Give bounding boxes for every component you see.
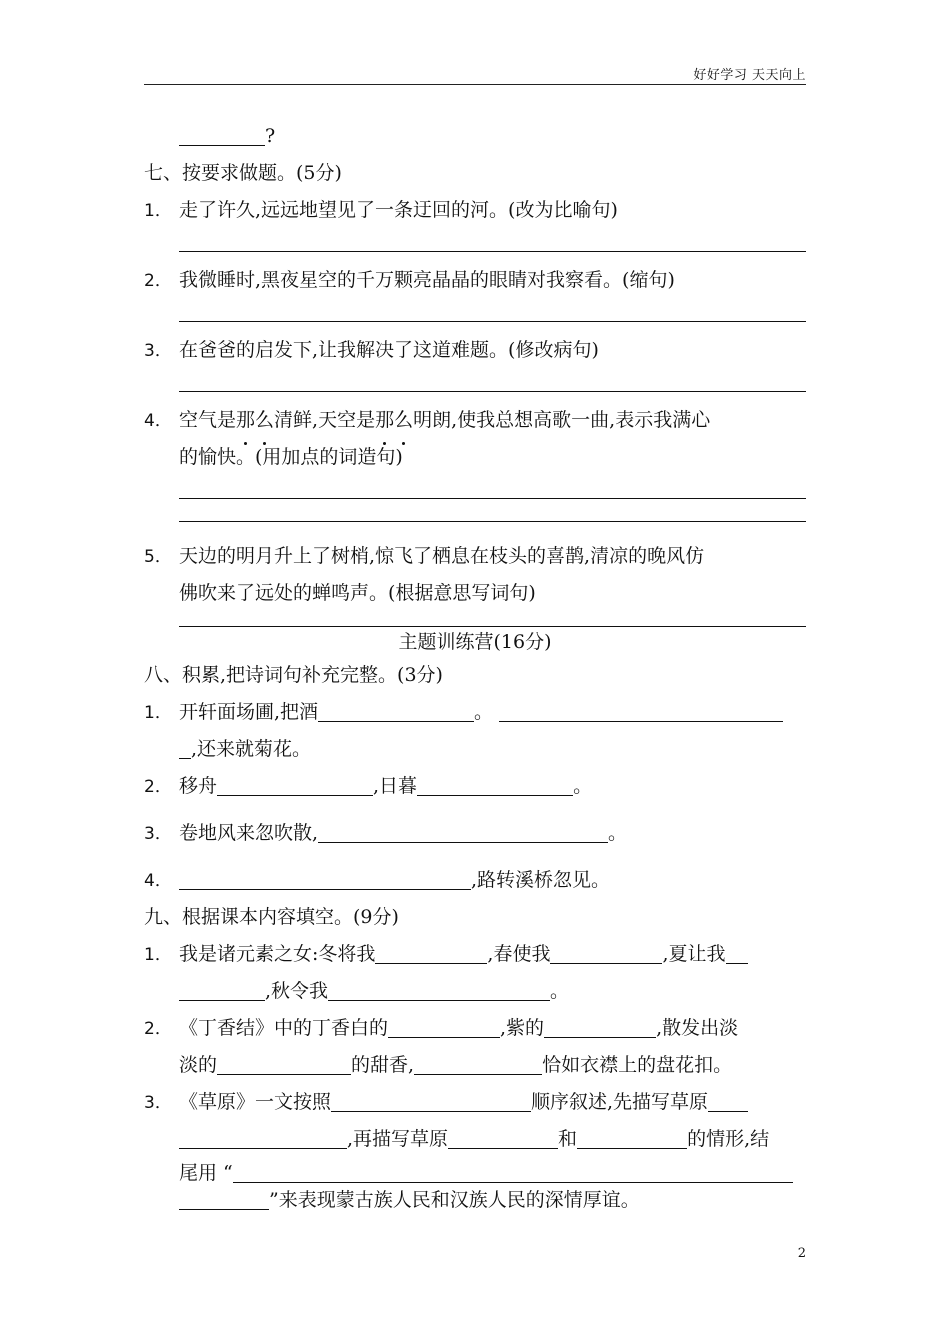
s7-question-3: [144, 332, 806, 369]
header-rule: [144, 84, 806, 85]
question-number: 5．: [144, 547, 172, 567]
answer-blank[interactable]: [448, 1126, 558, 1149]
worksheet-content: [144, 118, 806, 1219]
answer-line[interactable]: [179, 499, 806, 522]
s8-question-1: [144, 694, 806, 731]
section-7-title: 七、按要求做题。(5分): [144, 162, 342, 184]
answer-blank[interactable]: [331, 1089, 531, 1112]
question-number: 1．: [144, 703, 172, 723]
answer-blank[interactable]: [318, 820, 608, 843]
s8-question-3: [144, 815, 806, 852]
question-text: 淡的: [179, 1054, 218, 1076]
answer-blank[interactable]: [217, 773, 373, 796]
s7-question-1: [144, 192, 806, 229]
s9-question-1-line-2: [144, 973, 806, 1010]
question-text-line-2: 佛吹来了远处的蝉鸣声。(根据意思写词句): [179, 582, 536, 604]
question-text: 移舟: [179, 775, 218, 797]
question-text: 走了许久,远远地望见了一条迂回的河。(改为比喻句): [179, 199, 618, 221]
question-text: 天边的明月升上了树梢,惊飞了栖息在枝头的喜鹊,清凉的晚风仿: [179, 545, 705, 567]
question-text-line-2: 的愉快。(用加点的词造句): [179, 446, 403, 468]
question-text: 的情形,结: [687, 1128, 770, 1150]
question-text: 空气是: [179, 409, 237, 431]
question-text: 。: [608, 822, 628, 844]
question-text: 的甜香,: [351, 1054, 415, 1076]
top-fragment: [144, 118, 806, 155]
question-text: 明朗,使我总想高歌一曲,表示我满心: [413, 409, 711, 431]
answer-blank[interactable]: [328, 978, 550, 1001]
question-number: 2．: [144, 1019, 172, 1039]
question-number: 3．: [144, 341, 172, 361]
question-text: ,散发出淡: [656, 1017, 739, 1039]
page-number: 2: [797, 1246, 806, 1261]
s7-question-5: [144, 538, 806, 575]
question-text: ,还来就菊花。: [191, 738, 312, 760]
answer-line[interactable]: [179, 369, 806, 392]
answer-blank[interactable]: [179, 1187, 269, 1210]
question-text: 。: [550, 980, 570, 1002]
question-number: 3．: [144, 1093, 172, 1113]
question-text: 清鲜,天空是: [274, 409, 376, 431]
question-number: 1．: [144, 201, 172, 221]
question-number: 3．: [144, 824, 172, 844]
question-text: 和: [558, 1128, 578, 1150]
question-text: 我是诸元素之女:冬将我: [179, 943, 376, 965]
section-9-title: 九、根据课本内容填空。(9分): [144, 906, 399, 928]
section-8-title: 八、积累,把诗词句补充完整。(3分): [144, 664, 443, 686]
answer-blank[interactable]: [577, 1126, 687, 1149]
theme-title: 主题训练营(16分): [398, 631, 552, 653]
question-text: 尾用 “: [179, 1162, 233, 1184]
s9-question-3-line-2: [144, 1121, 806, 1158]
s9-question-1: [144, 936, 806, 973]
answer-blank[interactable]: [179, 867, 471, 890]
answer-line[interactable]: [179, 229, 806, 252]
answer-line[interactable]: [179, 476, 806, 499]
question-text: ,日暮: [373, 775, 418, 797]
s9-question-2: [144, 1010, 806, 1047]
question-text: 恰如衣襟上的盘花扣。: [542, 1054, 733, 1076]
dotted-char: 么: [255, 402, 274, 439]
question-text: ,路转溪桥忽见。: [471, 869, 611, 891]
s8-question-1-line-2: [144, 731, 806, 768]
answer-blank[interactable]: [179, 978, 265, 1001]
s7-question-4: [144, 402, 806, 439]
question-text: 《草原》一文按照: [179, 1091, 332, 1113]
question-text: 。: [474, 701, 494, 723]
header-text: 好好学习 天天向上: [693, 68, 806, 83]
question-number: 1．: [144, 945, 172, 965]
s9-question-3-line-3: [144, 1158, 806, 1182]
s8-question-4: [144, 862, 806, 899]
answer-line[interactable]: [179, 299, 806, 322]
question-text: ,春使我: [487, 943, 551, 965]
question-number: 2．: [144, 271, 172, 291]
question-text: 顺序叙述,先描写草原: [531, 1091, 709, 1113]
question-text: ,秋令我: [265, 980, 329, 1002]
question-text: 开轩面场圃,把酒: [179, 701, 319, 723]
answer-line[interactable]: [179, 612, 806, 627]
top-fragment-text: ?: [265, 125, 276, 147]
s9-question-2-line-2: [144, 1047, 806, 1084]
answer-blank[interactable]: [414, 1052, 542, 1075]
question-text: ,紫的: [500, 1017, 545, 1039]
s7-question-2: [144, 262, 806, 299]
answer-blank[interactable]: [550, 941, 662, 964]
s8-question-2: [144, 768, 806, 805]
dotted-char: 那: [375, 402, 394, 439]
question-text: 在爸爸的启发下,让我解决了这道难题。(修改病句): [179, 339, 599, 361]
answer-blank[interactable]: [179, 1126, 347, 1149]
question-text: 。: [573, 775, 593, 797]
question-text: ,再描写草原: [347, 1128, 449, 1150]
question-text: 《丁香结》中的丁香白的: [179, 1017, 389, 1039]
answer-blank[interactable]: [499, 699, 783, 722]
answer-blank[interactable]: [417, 773, 573, 796]
answer-blank[interactable]: [375, 941, 487, 964]
dotted-char: 么: [394, 402, 413, 439]
s9-question-3: [144, 1084, 806, 1121]
answer-blank[interactable]: [217, 1052, 351, 1075]
answer-blank[interactable]: [708, 1089, 748, 1112]
answer-blank[interactable]: [318, 699, 474, 722]
dotted-char: 那: [236, 402, 255, 439]
question-text: 我微睡时,黑夜星空的千万颗亮晶晶的眼睛对我察看。(缩句): [179, 269, 675, 291]
question-number: 4．: [144, 411, 172, 431]
question-number: 4．: [144, 871, 172, 891]
answer-blank[interactable]: [233, 1160, 793, 1183]
answer-blank[interactable]: [544, 1015, 656, 1038]
question-text: 卷地风来忽吹散,: [179, 822, 319, 844]
question-text: ,夏让我: [662, 943, 726, 965]
question-number: 2．: [144, 777, 172, 797]
answer-blank[interactable]: [179, 736, 191, 759]
answer-blank[interactable]: [388, 1015, 500, 1038]
answer-blank[interactable]: [726, 941, 748, 964]
answer-blank[interactable]: [179, 123, 265, 146]
question-text: ”来表现蒙古族人民和汉族人民的深情厚谊。: [269, 1189, 640, 1211]
s9-question-3-line-4: [144, 1182, 806, 1219]
